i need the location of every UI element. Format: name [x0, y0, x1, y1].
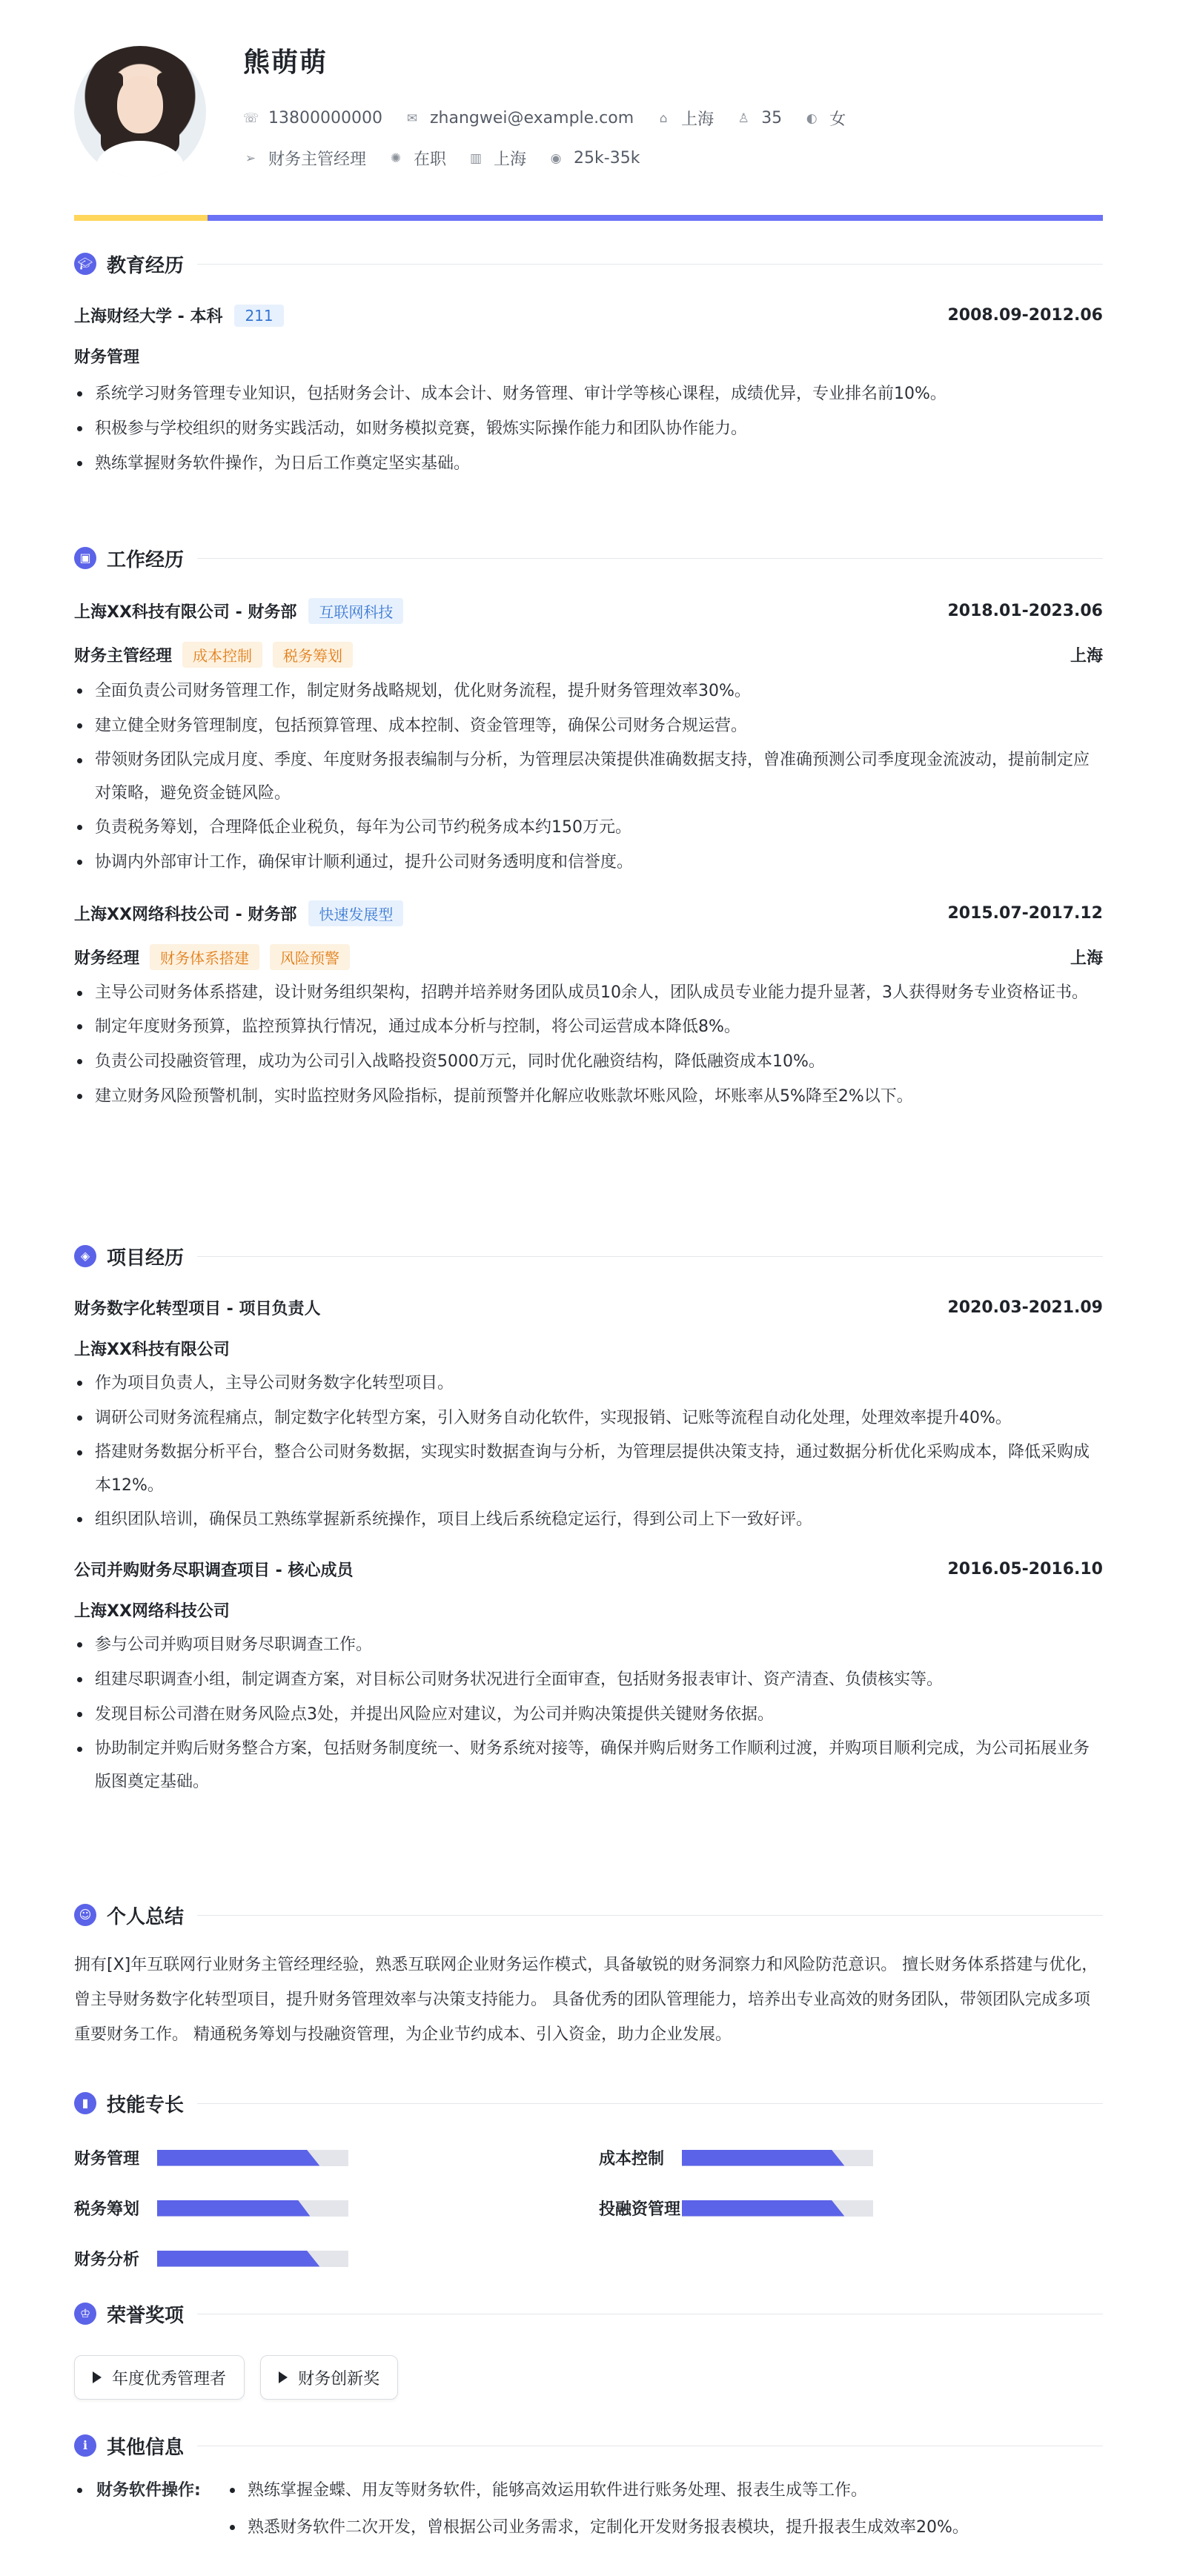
- project-company: 上海XX网络科技公司: [74, 1602, 230, 1621]
- section-title: 其他信息: [107, 2436, 185, 2459]
- list-item: 搭建财务数据分析平台，整合公司财务数据，实现实时数据查询与分析，为管理层提供决策支持，通过数据分析优化采购成本，降低采购成本12%。: [74, 1435, 1103, 1502]
- skill-bar: [157, 2150, 348, 2166]
- briefcase-icon: ▣: [74, 547, 96, 569]
- gender-text: 女: [829, 110, 846, 129]
- email-item: [405, 109, 634, 127]
- candidate-name: 熊萌萌: [243, 47, 328, 78]
- role-tag: 风险预警: [270, 944, 350, 970]
- award-label: 年度优秀管理者: [112, 2369, 227, 2389]
- skill-name: 投融资管理: [599, 2200, 681, 2219]
- other-item: 熟练掌握金蝶、用友等财务软件，能够高效运用软件进行账务处理、报表生成等工作。: [248, 2481, 868, 2500]
- award-chip: [260, 2355, 398, 2400]
- project-company: 上海XX科技有限公司: [74, 1341, 230, 1359]
- list-item: 组建尽职调查小组，制定调查方案，对目标公司财务状况进行全面审查，包括财务报表审计、资产清查、负债核实等。: [74, 1662, 1103, 1697]
- skill-bar-fill: [682, 2200, 844, 2217]
- section-title: 教育经历: [107, 254, 185, 277]
- section-title: 工作经历: [107, 548, 185, 571]
- avatar: [74, 46, 206, 178]
- skill-bar-fill: [157, 2150, 319, 2166]
- role-tag: 财务体系搭建: [150, 944, 259, 970]
- major: 财务管理: [74, 348, 140, 367]
- play-icon: [279, 2371, 288, 2383]
- user-icon: ☺: [74, 1904, 96, 1926]
- project-entry-header: [74, 1296, 1103, 1319]
- work-date: 2015.07-2017.12: [947, 904, 1103, 923]
- project-date: 2016.05-2016.10: [947, 1560, 1103, 1579]
- salary-icon: ◉: [550, 150, 562, 166]
- school-name: 上海财经大学 - 本科: [74, 308, 223, 326]
- list-item: 作为项目负责人，主导公司财务数字化转型项目。: [74, 1366, 1103, 1401]
- building-icon: ▥: [470, 150, 483, 166]
- skill-bar-fill: [157, 2200, 310, 2217]
- education-section: [74, 249, 1103, 481]
- salary-text: 25k-35k: [574, 149, 640, 167]
- company-tag: 互联网科技: [308, 598, 403, 624]
- work-date: 2018.01-2023.06: [947, 602, 1103, 620]
- list-item: 全面负责公司财务管理工作，制定财务战略规划，优化财务流程，提升财务管理效率30%。: [74, 674, 1103, 708]
- work-entry-header: [74, 598, 1103, 624]
- skill-bar-fill: [157, 2251, 319, 2267]
- work-section: [74, 543, 1103, 1114]
- awards-section: [74, 2299, 1103, 2400]
- age-text: 35: [761, 109, 783, 127]
- role-tag: 税务筹划: [273, 642, 353, 668]
- skill-name: 财务管理: [74, 2150, 140, 2168]
- status-item: [388, 147, 446, 170]
- project-date: 2020.03-2021.09: [947, 1298, 1103, 1317]
- other-section: [74, 2431, 1103, 2546]
- list-item: 带领财务团队完成月度、季度、年度财务报表编制与分析，为管理层决策提供准确数据支持，曾准确预测公司季度现金流波动，提前制定应对策略，避免资金链风险。: [74, 743, 1103, 810]
- other-label: 财务软件操作:: [96, 2481, 201, 2500]
- summary-text: 拥有[X]年互联网行业财务主管经理经验，熟悉互联网企业财务运作模式，具备敏锐的财务洞察力和风险防范意识。 擅长财务体系搭建与优化，曾主导财务数字化转型项目，提升财务管理效率与决策支持能力。 具备优秀的团队管理能力，培养出专业高效的财务团队，带领团队完成多项重要财务工作。 精通税务筹划与投融资管理，为企业节约成本、引入资金，助力企业发展。: [74, 1956, 1098, 2044]
- skills-section: [74, 2088, 1103, 2281]
- list-item: 积极参与学校组织的财务实践活动，如财务模拟竞赛，锻炼实际操作能力和团队协作能力。: [74, 411, 1103, 446]
- list-item: 发现目标公司潜在财务风险点3处，并提出风险应对建议，为公司并购决策提供关键财务依据。: [74, 1697, 1103, 1732]
- skill-bar-fill: [682, 2150, 844, 2166]
- project-title: 公司并购财务尽职调查项目 - 核心成员: [74, 1561, 354, 1580]
- list-item: 负责税务筹划，合理降低企业税负，每年为公司节约税务成本约150万元。: [74, 810, 1103, 845]
- send-icon: ➢: [245, 150, 256, 166]
- work-role-row: [74, 642, 1103, 668]
- summary-section: [74, 1900, 1103, 2052]
- skill-item: [74, 2146, 348, 2169]
- work-city: 上海: [1070, 949, 1103, 968]
- location-text: 上海: [681, 110, 715, 129]
- list-item: 调研公司财务流程痛点，制定数字化转型方案，引入财务自动化软件，实现报销、记账等流程自动化处理，处理效率提升40%。: [74, 1401, 1103, 1435]
- projects-section: [74, 1241, 1103, 1799]
- project-bullets: [74, 1366, 1103, 1537]
- age-item: [736, 109, 782, 127]
- project-icon: ◈: [74, 1245, 96, 1267]
- work-entry-header: [74, 900, 1103, 926]
- company-name: 上海XX网络科技公司 - 财务部: [74, 906, 297, 924]
- list-item: 熟练掌握财务软件操作，为日后工作奠定坚实基础。: [74, 446, 1103, 481]
- resume-header: [74, 0, 1103, 216]
- age-icon: ♙: [737, 110, 749, 126]
- intent-row: [243, 147, 662, 170]
- contact-row: [243, 107, 868, 130]
- skill-bar: [157, 2251, 348, 2267]
- section-title: 技能专长: [107, 2094, 185, 2117]
- mail-icon: ✉: [406, 110, 418, 126]
- status-icon: ✺: [390, 150, 402, 166]
- other-row: [74, 2472, 1103, 2509]
- work-role-row: [74, 944, 1103, 970]
- phone-icon: ☏: [243, 110, 259, 126]
- list-item: 主导公司财务体系搭建，设计财务组织架构，招聘并培养财务团队成员10余人，团队成员专业能力提升显著，3人获得财务专业资格证书。: [74, 976, 1103, 1009]
- skill-item: [599, 2146, 873, 2169]
- award-chip: [74, 2355, 245, 2400]
- location-item: [656, 107, 714, 130]
- salary-item: [548, 149, 640, 167]
- education-bullets: [74, 376, 1103, 481]
- work-city: 上海: [1070, 647, 1103, 665]
- position-text: 财务主管经理: [268, 150, 367, 169]
- graduation-cap-icon: 🎓︎: [74, 253, 96, 275]
- skill-item: [74, 2197, 348, 2220]
- company-tag: 快速发展型: [308, 900, 403, 926]
- project-entry-header: [74, 1558, 1103, 1581]
- city-item: [468, 147, 526, 170]
- status-text: 在职: [414, 150, 447, 169]
- education-entry-header: [74, 304, 1103, 327]
- section-title: 荣誉奖项: [107, 2304, 185, 2327]
- gender-icon: ◐: [806, 110, 818, 126]
- awards-list: [74, 2355, 1103, 2400]
- position-item: [243, 147, 366, 170]
- list-item: 建立财务风险预警机制，实时监控财务风险指标，提前预警并化解应收账款坏账风险，坏账率从5%降至2%以下。: [74, 1079, 1103, 1114]
- project-title: 财务数字化转型项目 - 项目负责人: [74, 1300, 321, 1318]
- award-label: 财务创新奖: [298, 2369, 380, 2389]
- list-item: 系统学习财务管理专业知识，包括财务会计、成本会计、财务管理、审计学等核心课程，成绩优异，专业排名前10%。: [74, 376, 1103, 411]
- city-text: 上海: [494, 150, 527, 169]
- home-icon: ⌂: [659, 110, 668, 126]
- school-tag: 211: [234, 305, 283, 327]
- phone-text: 13800000000: [268, 109, 382, 127]
- gender-item: [804, 107, 846, 130]
- role-tag: 成本控制: [182, 642, 262, 668]
- work-bullets: [74, 674, 1103, 880]
- list-item: 协助制定并购后财务整合方案，包括财务制度统一、财务系统对接等，确保并购后财务工作顺利过渡，并购项目顺利完成，为公司拓展业务版图奠定基础。: [74, 1732, 1103, 1799]
- email-text: zhangwei@example.com: [429, 109, 634, 127]
- list-item: 建立健全财务管理制度，包括预算管理、成本控制、资金管理等，确保公司财务合规运营。: [74, 708, 1103, 743]
- role-name: 财务主管经理: [74, 647, 173, 665]
- project-bullets: [74, 1627, 1103, 1799]
- skill-bar: [682, 2200, 873, 2217]
- company-name: 上海XX科技有限公司 - 财务部: [74, 603, 297, 622]
- list-item: 协调内外部审计工作，确保审计顺利通过，提升公司财务透明度和信誉度。: [74, 845, 1103, 880]
- skill-bar: [157, 2200, 348, 2217]
- list-item: 负责公司投融资管理，成功为公司引入战略投资5000万元，同时优化融资结构，降低融资成本10%。: [74, 1044, 1103, 1079]
- skill-name: 税务筹划: [74, 2200, 140, 2219]
- section-title: 项目经历: [107, 1246, 185, 1269]
- chart-icon: ▮: [74, 2092, 96, 2114]
- other-row: [74, 2509, 1103, 2546]
- skill-name: 成本控制: [599, 2150, 665, 2168]
- play-icon: [93, 2371, 102, 2383]
- info-icon: ℹ: [74, 2434, 96, 2457]
- role-name: 财务经理: [74, 949, 140, 968]
- list-item: 参与公司并购项目财务尽职调查工作。: [74, 1627, 1103, 1662]
- skill-name: 财务分析: [74, 2251, 140, 2269]
- award-icon: ♔: [74, 2303, 96, 2325]
- list-item: 制定年度财务预算，监控预算执行情况，通过成本分析与控制，将公司运营成本降低8%。: [74, 1009, 1103, 1044]
- section-title: 个人总结: [107, 1905, 185, 1928]
- other-item: 熟悉财务软件二次开发，曾根据公司业务需求，定制化开发财务报表模块，提升报表生成效率20%。: [248, 2518, 969, 2537]
- list-item: 组织团队培训，确保员工熟练掌握新系统操作，项目上线后系统稳定运行，得到公司上下一致好评。: [74, 1502, 1103, 1537]
- work-bullets: [74, 976, 1103, 1114]
- education-date: 2008.09-2012.06: [947, 306, 1103, 325]
- phone-item: [243, 109, 382, 127]
- skill-item: [599, 2197, 873, 2220]
- skill-bar: [682, 2150, 873, 2166]
- header-divider: [74, 215, 1103, 221]
- skill-item: [74, 2247, 348, 2270]
